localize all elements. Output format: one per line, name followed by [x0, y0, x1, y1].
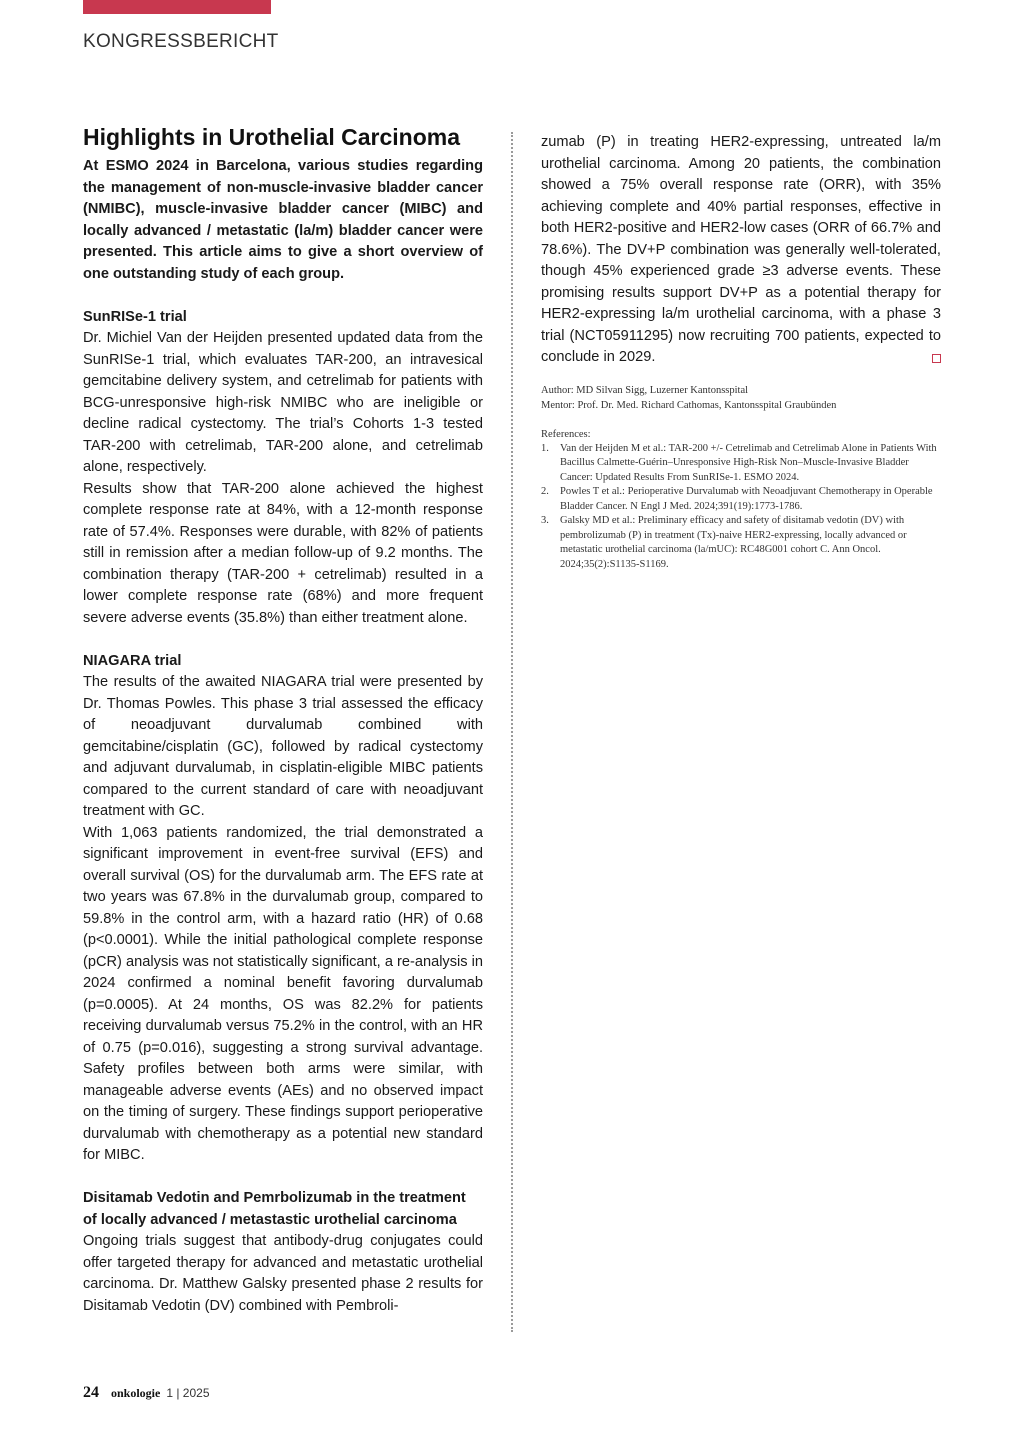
section-heading-sunrise: SunRISe-1 trial [83, 308, 187, 325]
reference-number: 1. [541, 442, 549, 454]
mentor-line: Mentor: Prof. Dr. Med. Richard Cathomas, Kantonsspital Graubünden [541, 399, 837, 411]
sunrise-paragraph-1: Dr. Michiel Van der Heijden presented updated data from the SunRISe-1 trial, which evaluates TAR-200, an intravesical gemcitabine delivery system, and cetrelimab for patients with BCG-unresponsive high-risk NMIBC who are ineligible or decline radical cystectomy. The trial’s Cohorts 1-3 tested TAR-200 with cetrelimab, TAR-200 alone, and cetrelimab alone, respectively. [83, 330, 483, 475]
reference-number: 3. [541, 515, 549, 526]
references-title: References: [541, 428, 591, 440]
page-number: 24 [83, 1384, 99, 1401]
author-line: Author: MD Silvan Sigg, Luzerner Kantonsspital [541, 384, 749, 396]
section-heading-disitamab: Disitamab Vedotin and Pemrbolizumab in the treatment of locally advanced / metastastic urothelial carcinoma [83, 1190, 466, 1228]
reference-item [541, 442, 941, 486]
end-of-article-icon [932, 354, 941, 363]
reference-text: Galsky MD et al.: Preliminary efficacy and safety of disitamab vedotin (DV) with pembrolizumab (P) in treatment (Tx)-naive HER2-expressing, locally advanced or metastatic urothelial carcinoma (la/mUC): RC48G001 cohort C. Ann Oncol. 2024;35(2):S1135-S1169. [560, 515, 907, 570]
reference-number: 2. [541, 486, 549, 497]
article-lead: At ESMO 2024 in Barcelona, various studies regarding the management of non-muscle-invasive bladder cancer (NMIBC), muscle-invasive bladder cancer (MIBC) and locally advanced / metastatic (la/m) bladder cancer were presented. This article aims to give a short overview of one outstanding study of each group. [83, 158, 483, 282]
credits [541, 383, 941, 413]
page-footer [83, 1384, 210, 1402]
issue-label: 1 | 2025 [166, 1386, 210, 1400]
disitamab-continuation [541, 132, 941, 369]
niagara-paragraph-1: The results of the awaited NIAGARA trial were presented by Dr. Thomas Powles. This phase 3 trial assessed the efficacy of neoadjuvant durvalumab combined with gemcitabine/cisplatin (GC), followed by radical cystectomy and adjuvant durvalumab, in cisplatin-eligible MIBC patients compared to the current standard of care with neoadjuvant treatment with GC. [83, 674, 483, 819]
accent-bar [83, 0, 271, 14]
section-label: KONGRESSBERICHT [83, 31, 279, 52]
left-column [83, 122, 483, 1317]
article-title: Highlights in Urothelial Carcinoma [83, 124, 460, 150]
journal-name: onkologie [111, 1386, 161, 1400]
niagara-paragraph-2: With 1,063 patients randomized, the trial demonstrated a significant improvement in event-free survival (EFS) and overall survival (OS) for the durvalumab arm. The EFS rate at two years was 67.8% in the durvalumab group, compared to 59.8% in the control arm, with a hazard ratio (HR) of 0.68 (p<0.0001). While the initial pathological complete response (pCR) analysis was not statistically significant, a re-analysis in 2024 confirmed a nominal benefit favoring durvalumab (p=0.0005). At 24 months, OS was 82.2% for patients receiving durvalumab versus 75.2% in the control, with an HR of 0.75 (p=0.016), suggesting a strong survival advantage. Safety profiles between both arms were similar, with manageable adverse events (AEs) and no observed impact on the timing of surgery. These findings support perioperative durvalumab with chemotherapy as a potential new standard for MIBC. [83, 824, 483, 1163]
reference-text: Powles T et al.: Perioperative Durvalumab with Neoadjuvant Chemotherapy in Operable Bladder Cancer. N Engl J Med. 2024;391(19):1773-1786. [560, 486, 933, 512]
disitamab-paragraph-1: Ongoing trials suggest that antibody-drug conjugates could offer targeted therapy for advanced and metastatic urothelial carcinoma. Dr. Matthew Galsky presented phase 2 results for Disitamab Vedotin (DV) combined with Pembroli- [83, 1233, 483, 1314]
column-divider [511, 132, 513, 1332]
continuation-text: zumab (P) in treating HER2-expressing, untreated la/m urothelial carcinoma. Among 20 patients, the combination showed a 75% overall response rate (ORR), with 35% achieving complete and 40% partial responses, effective in both HER2-positive and HER2-low cases (ORR of 66.7% and 78.6%). The DV+P combination was generally well-tolerated, though 45% experienced grade ≥3 adverse events. These promising results support DV+P as a potential therapy for HER2-expressing la/m urothelial carcinoma, with a phase 3 trial (NCT05911295) now recruiting 700 patients, expected to conclude in 2029. [541, 134, 941, 365]
reference-item [541, 514, 941, 572]
section-heading-niagara: NIAGARA trial [83, 652, 182, 669]
reference-text: Van der Heijden M et al.: TAR-200 +/- Cetrelimab and Cetrelimab Alone in Patients With Bacillus Calmette-Guérin–Unresponsive High-Risk Non–Muscle-Invasive Bladder Cancer: Updated Results From SunRISe-1. ESMO 2024. [560, 442, 937, 483]
reference-item [541, 485, 941, 514]
right-column [541, 132, 941, 572]
references-list [541, 442, 941, 573]
sunrise-paragraph-2: Results show that TAR-200 alone achieved the highest complete response rate at 84%, with a 12-month response rate of 57.4%. Responses were durable, with 82% of patients still in remission after a median follow-up of 9.2 months. The combination therapy (TAR-200 + cetrelimab) resulted in a lower complete response rate (68%) and more frequent severe adverse events (35.8%) than either treatment alone. [83, 480, 483, 626]
